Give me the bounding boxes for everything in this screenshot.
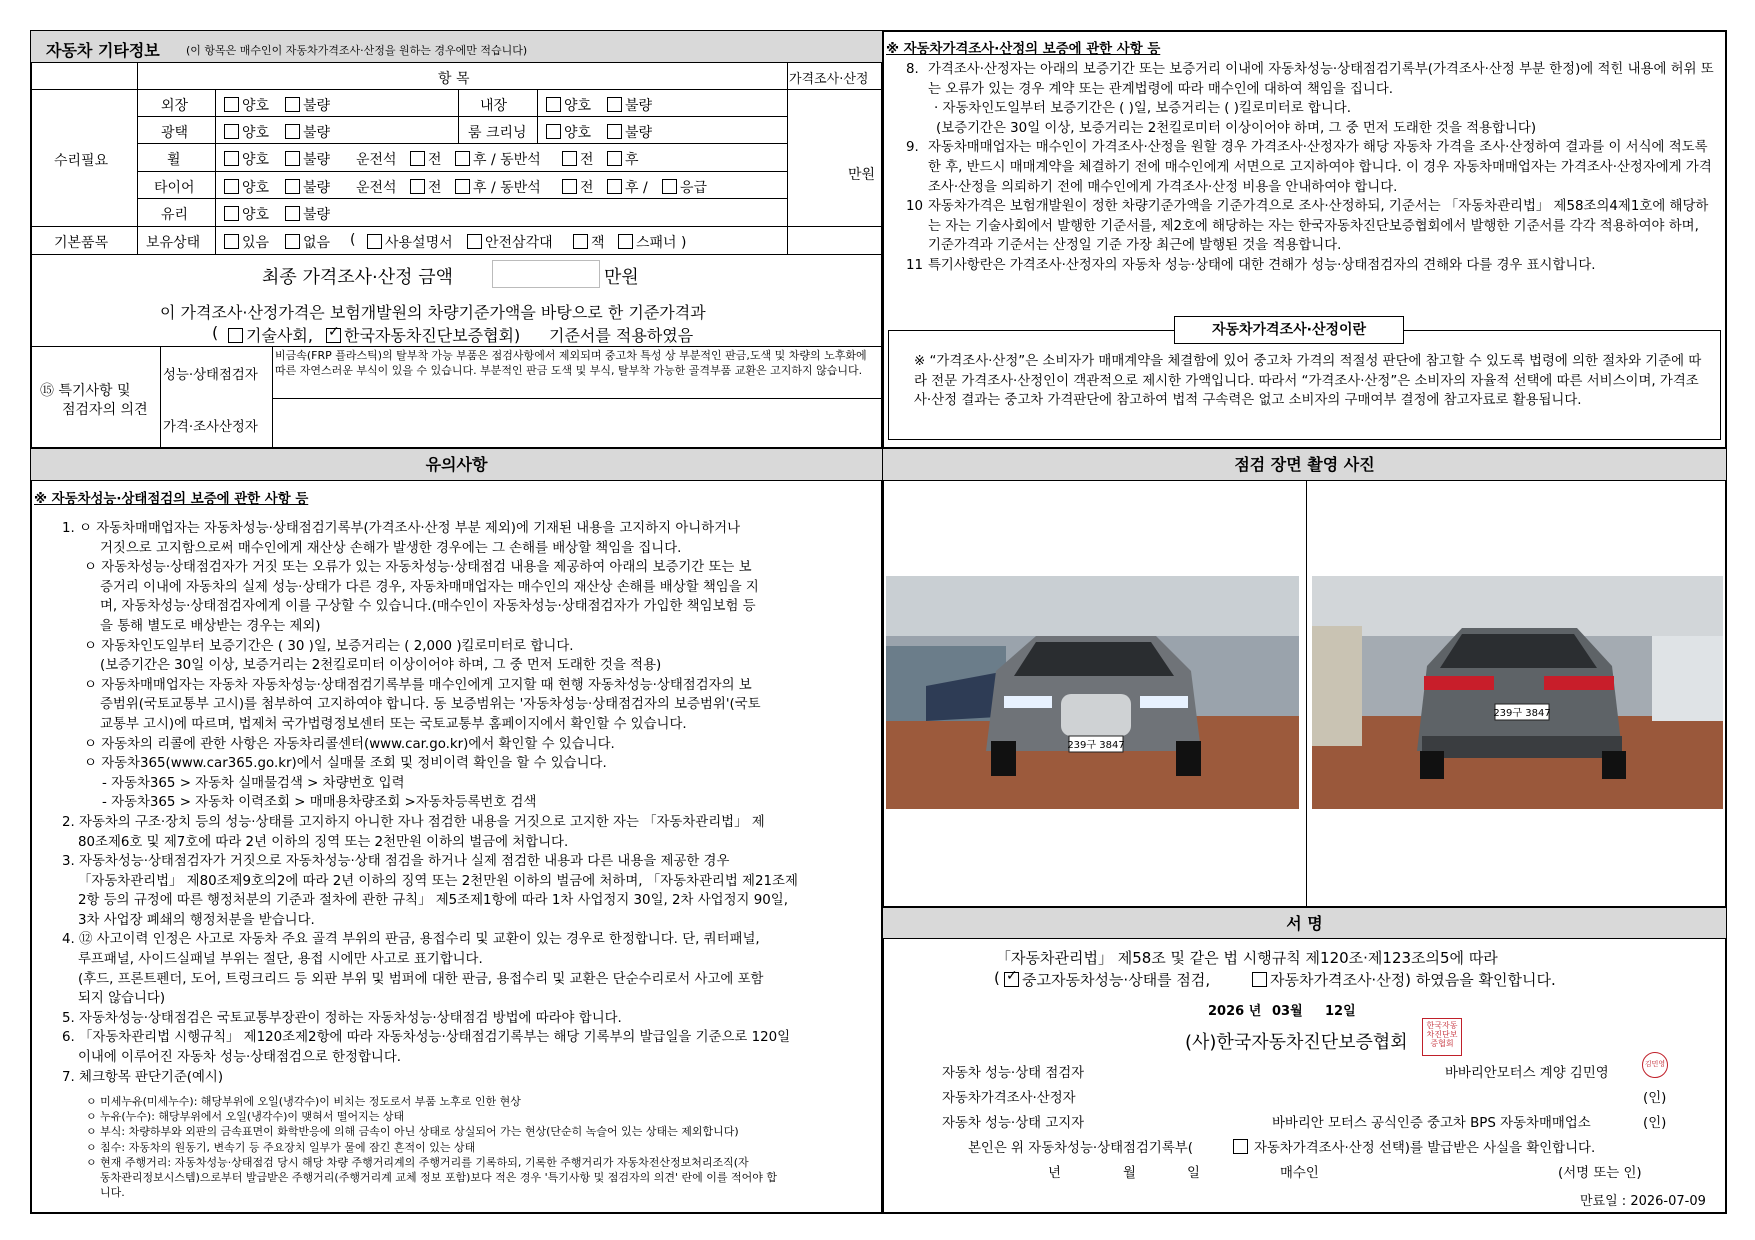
criteria-item: ㅇ 침수: 자동차의 원동기, 변속기 등 주요장치 일부가 물에 잠긴 흔적이 있는 상태 [86, 1140, 476, 1154]
checkbox[interactable] [618, 234, 633, 249]
wheel-driver-label: 운전석 [356, 152, 397, 168]
special-label-2: 점검자의 의견 [62, 402, 148, 418]
confirm-option-inspection[interactable]: ✓ 중고자동차성능·상태를 점검, [1004, 969, 1210, 990]
notes-line: ㅇ 자동차의 리콜에 관한 사항은 자동차리콜센터(www.car.go.kr)에서 확인할 수 있습니다. [84, 736, 615, 752]
price-item-period: · 자동차인도일부터 보증기간은 ( )일, 보증거리는 ( )킬로미터로 합니다. [934, 101, 1351, 117]
checkbox[interactable] [285, 206, 300, 221]
price-item-8: 8. 가격조사·산정자는 아래의 보증기간 또는 보증거리 이내에 자동차성능·상태점검기록부(가격조사·산정 부분 한정)에 적힌 내용에 허위 또는 오류가 있는 경우 계약 또는 관계법령에 따라 매수인에 대하여 책임을 집니다. [906, 62, 1714, 97]
checkbox[interactable] [224, 179, 239, 194]
price-guarantee-items [906, 60, 1716, 276]
receipt-day: 일 [1187, 1166, 1200, 1181]
notes-line: ㅇ 자동차매매업자는 자동차 자동차성능·상태점검기록부를 매수인에게 고지할 때 현행 자동차성능·상태점검자의 보 [84, 677, 752, 693]
buyer-label: 매수인 [1280, 1166, 1319, 1181]
triangle-option[interactable]: 안전삼각대 [467, 232, 553, 252]
inspector-sign-label: 자동차 성능·상태 점검자 [942, 1066, 1085, 1081]
association-seal: 한국자동차진단보증협회 [1422, 1018, 1462, 1056]
row-room-cleaning: 룸 크리닝 [468, 125, 527, 141]
checkbox[interactable] [285, 151, 300, 166]
checkbox[interactable] [662, 179, 677, 194]
notes-line: 루프패널, 사이드실패널 부위는 절단, 용접 시에만 사고로 표기합니다. [78, 952, 483, 968]
checkbox[interactable] [224, 124, 239, 139]
price-item-10: 10 자동차가격은 보험개발원이 정한 차량기준가액을 기준가격으로 조사·산정하되, 기준서는 「자동차관리법」 제58조의4제1호에 해당하는 자는 기술사회에서 발행한 기준서를, 제2호에 해당하는 자는 한국자동차진단보증협회에서 발행한 기준서를 각각 적용하여야 하며, 기준가격과 기준서는 산정일 기준 가장 최근에 발행된 것을 적용합니다. [906, 199, 1709, 254]
notes-title: ※ 자동차성능·상태점검의 보증에 관한 사항 등 [34, 492, 309, 507]
notes-line: 3차 사업장 폐쇄의 행정처분을 받습니다. [78, 912, 315, 928]
notes-line: 되지 않습니다) [78, 991, 166, 1007]
inspector-label: 성능·상태점검자 [163, 368, 258, 383]
gloss-bad-option[interactable]: 불량 [285, 122, 330, 142]
date-day: 12일 [1325, 1004, 1356, 1019]
notes-line: 3. 자동차성능·상태점검자가 거짓으로 자동차성능·상태 점검을 하거나 실제 점검한 내용과 다른 내용을 제공한 경우 [62, 854, 730, 870]
notes-line: 80조제6호 및 제7호에 따라 2년 이하의 징역 또는 2천만원 이하의 벌금에 처합니다. [78, 834, 569, 850]
date-year: 2026 년 [1208, 1004, 1262, 1019]
criteria-list [86, 1094, 878, 1200]
room-bad-option[interactable]: 불량 [607, 122, 652, 142]
checkbox[interactable] [285, 97, 300, 112]
notes-line: 1. ㅇ 자동차매매업자는 자동차성능·상태점검기록부(가격조사·산정 부분 제외)에 기재된 내용을 고지하지 아니하거나 [62, 521, 741, 536]
checkbox[interactable] [573, 234, 588, 249]
checkbox[interactable] [224, 97, 239, 112]
wheel-driver-front[interactable]: 전 [410, 149, 442, 169]
tire-good-option[interactable]: 양호 [224, 177, 269, 197]
wheel-driver-rear[interactable]: 후 / 동반석 [455, 149, 541, 169]
checkbox[interactable] [455, 151, 470, 166]
checkbox[interactable] [285, 179, 300, 194]
gloss-good-option[interactable]: 양호 [224, 122, 269, 142]
notes-line: ㅇ 자동차365(www.car365.go.kr)에서 실매물 조회 및 정비이력 확인을 할 수 있습니다. [84, 756, 607, 772]
row-wheel: 휠 [167, 152, 181, 168]
inspector-personal-seal: 김민영 [1642, 1052, 1668, 1078]
row-holdings: 보유상태 [146, 235, 201, 251]
appraiser-sign-label: 자동차가격조사·산정자 [942, 1091, 1076, 1106]
tire-driver-label: 운전석 [356, 180, 397, 196]
notes-line: 이내에 이루어진 자동차 성능·상태점검으로 한정합니다. [78, 1050, 402, 1066]
row-exterior: 외장 [161, 98, 189, 114]
row-tire: 타이어 [154, 180, 195, 196]
checkbox[interactable] [410, 151, 425, 166]
notes-body [62, 519, 877, 1087]
checkbox[interactable] [467, 234, 482, 249]
notes-line: 7. 체크항목 판단기준(예시) [62, 1069, 224, 1085]
notes-line: ㅇ 자동차성능·상태점검자가 거짓 또는 오류가 있는 자동차성능·상태점검 내용을 제공하여 아래의 보증기간 또는 보 [84, 560, 752, 576]
notes-line: 증거리 이내에 자동차의 실제 성능·상태가 다른 경우, 자동차매매업자는 매수인의 재산상 손해를 배상할 책임을 지 [100, 579, 759, 595]
notes-line: (보증기간은 30일 이상, 보증거리는 2천킬로미터 이상이어야 하며, 그 중 먼저 도래한 것을 적용) [100, 658, 662, 674]
basis-option-kadia[interactable]: ✓ 한국자동차진단보증협회) [326, 323, 520, 346]
rear-car-photo [1312, 576, 1723, 809]
tire-passenger-front[interactable]: 전 [562, 177, 594, 197]
basis-line-1: 이 가격조사·산정가격은 보험개발원의 차량기준가액을 바탕으로 한 기준가격과 [160, 303, 706, 322]
notes-line: 증범위(국토교통부 고시)를 첨부하여 고지하여야 합니다. 동 보증범위는 '자동차성능·상태점검자의 보증범위'(국토 [100, 697, 761, 713]
criteria-item: ㅇ 현재 주행거리: 자동차성능·상태점검 당시 해당 차량 주행거리계의 주행거리를 기록하되, 기록한 주행거리가 자동차전산정보처리조직(자 [86, 1155, 749, 1169]
wheel-passenger-front[interactable]: 전 [562, 149, 594, 169]
final-amount-input[interactable] [492, 260, 600, 288]
receipt-checkbox[interactable] [1233, 1139, 1248, 1154]
tire-emergency[interactable]: 응급 [662, 177, 707, 197]
notes-line: 거짓으로 고지함으로써 매수인에게 재산상 손해가 발생한 경우에는 그 손해를 배상할 책임을 집니다. [100, 540, 682, 556]
checkbox[interactable] [562, 151, 577, 166]
exterior-bad-option[interactable]: 불량 [285, 95, 330, 115]
holdings-have-option[interactable]: 있음 [224, 232, 269, 252]
exterior-good-option[interactable]: 양호 [224, 95, 269, 115]
price-item-9: 9. 자동차매매업자는 매수인이 가격조사·산정을 원할 경우 가격조사·산정자가 해당 자동차 가격을 조사·산정하여 결과를 이 서식에 적도록 한 후, 반드시 매매계약을 체결하기 전에 매수인에게 서면으로 고지하여야 합니다. 이 경우 자동차매매업자는 가격조사·산정자에게 가격조사·산정을 의뢰하기 전에 매수인에게 가격조사·산정 비용을 안내하여야 합니다. [906, 140, 1712, 195]
notes-header: 유의사항 [31, 449, 882, 481]
wheel-bad-option[interactable]: 불량 [285, 149, 330, 169]
col-price-header: 가격조사·산정 [789, 72, 869, 87]
photos-header: 점검 장면 촬영 사진 [883, 449, 1726, 481]
notifier-sign-name: 바바리안 모터스 공식인증 중고차 BPS 자동차매매업소 [1272, 1116, 1591, 1131]
repair-needed-label: 수리필요 [54, 153, 109, 169]
receipt-line-b: 자동차가격조사·산정 선택)를 발급받은 사실을 확인합니다. [1254, 1141, 1596, 1156]
receipt-line-a: 본인은 위 자동차성능·상태점검기록부( [968, 1141, 1193, 1156]
expiry-date: 만료일 : 2026-07-09 [1580, 1194, 1706, 1209]
interior-good-option[interactable]: 양호 [546, 95, 591, 115]
notes-line: 을 통해 별도로 배상받는 경우는 제외) [100, 618, 321, 634]
checkbox-checked[interactable] [1004, 972, 1019, 987]
checkbox[interactable] [285, 234, 300, 249]
association-name: (사)한국자동차진단보증협회 [1185, 1032, 1408, 1053]
manual-option[interactable]: 사용설명서 [367, 232, 453, 252]
price-unit-label: 만원 [848, 167, 876, 183]
notifier-sign-label: 자동차 성능·상태 고지자 [942, 1116, 1085, 1131]
criteria-item: 니다. [100, 1186, 125, 1200]
checkbox[interactable] [285, 124, 300, 139]
front-plate-text: 239구 3847 [1067, 740, 1125, 751]
basis-open: ( [212, 323, 219, 342]
checkbox[interactable] [546, 124, 561, 139]
front-car-illustration [886, 576, 1299, 809]
notes-line: - 자동차365 > 자동차 이력조회 > 매매용차량조회 >자동차등록번호 검색 [102, 795, 537, 811]
jack-option[interactable]: 잭 [573, 232, 605, 252]
checkbox-checked[interactable] [326, 328, 341, 343]
tire-driver-rear[interactable]: 후 / 동반석 [455, 177, 541, 197]
wheel-good-option[interactable]: 양호 [224, 149, 269, 169]
checkbox[interactable] [367, 234, 382, 249]
holdings-paren: ( [350, 232, 356, 248]
special-label-1: ⑮ 특기사항 및 [40, 383, 131, 399]
notes-line: ㅇ 자동차인도일부터 보증기간은 ( 30 )일, 보증거리는 ( 2,000 )킬로미터로 합니다. [84, 638, 574, 654]
confirm-open: ( [994, 969, 1000, 987]
inspector-sign-name: 바바리안모터스 계양 김민영 [1445, 1066, 1609, 1081]
other-info-title: 자동차 기타정보 [46, 41, 160, 60]
checkbox[interactable] [224, 206, 239, 221]
signature-header: 서 명 [883, 907, 1726, 939]
checkbox[interactable] [455, 179, 470, 194]
interior-bad-option[interactable]: 불량 [607, 95, 652, 115]
notes-line: 6. 「자동차관리법 시행규칙」 제120조제2항에 따라 자동차성능·상태점검기록부는 해당 기록부의 발급일을 기준으로 120일 [62, 1030, 791, 1046]
room-good-option[interactable]: 양호 [546, 122, 591, 142]
price-item-period-note: (보증기간은 30일 이상, 보증거리는 2천킬로미터 이상이어야 하며, 그 중 먼저 도래한 것을 적용합니다) [936, 120, 1537, 136]
criteria-item: 동차관리정보시스템)으로부터 발급받은 주행거리(주행거리계 교체 정보 포함)보다 적은 경우 '특기사항 및 점검자의 의견' 란에 이를 적어야 합 [100, 1171, 778, 1185]
checkbox[interactable] [607, 97, 622, 112]
wheel-passenger-rear[interactable]: 후 [607, 149, 639, 169]
basic-items-label: 기본품목 [54, 235, 109, 251]
price-definition-text: ※ “가격조사·산정”은 소비자가 매매계약을 체결함에 있어 중고차 가격의 적절성 판단에 참고할 수 있도록 법령에 의한 절차와 기준에 따라 전문 가격조사·산정인이 객관적으로 제시한 가액입니다. 따라서 “가격조사·산정”은 소비자의 자율적 선택에 따른 서비스이며, 가격조사·산정 결과는 중고차 가격판단에 참고하여 법적 구속력은 없고 소비자의 구매여부 결정에 참고자료로 활용됩니다. [914, 354, 1702, 409]
notes-line: 2. 자동차의 구조·장치 등의 성능·상태를 고지하지 아니한 자나 점검한 내용을 거짓으로 고지한 자는 「자동차관리법」 제 [62, 814, 765, 830]
appraiser-label: 가격·조사산정자 [163, 420, 258, 435]
checkbox[interactable] [228, 328, 243, 343]
basis-tail: 기준서를 적용하였음 [549, 326, 694, 345]
notes-line: 며, 자동차성능·상태점검자에게 이를 구상할 수 있습니다.(매수인이 자동차성능·상태점검자가 가입한 책임보험 등 [100, 599, 756, 615]
rear-car-illustration [1312, 576, 1723, 809]
criteria-item: ㅇ 부식: 차량하부와 외판의 금속표면이 화학반응에 의해 금속이 아닌 상태로 상실되어 가는 현상(단순히 녹슬어 있는 상태는 제외합니다) [86, 1125, 739, 1139]
law-line: 「자동차관리법」 제58조 및 같은 법 시행규칙 제120조·제123조의5에 따라 [996, 949, 1498, 967]
checkbox[interactable] [607, 179, 622, 194]
row-interior: 내장 [480, 98, 508, 114]
checkbox[interactable] [224, 151, 239, 166]
notes-line: - 자동차365 > 자동차 실매물검색 > 차량번호 입력 [102, 775, 405, 791]
notes-line: 4. ⑫ 사고이력 인정은 사고로 자동차 주요 골격 부위의 판금, 용접수리 및 교환이 있는 경우로 한정합니다. 단, 쿼터패널, [62, 932, 760, 948]
receipt-year: 년 [1048, 1166, 1061, 1181]
front-car-photo [886, 576, 1299, 809]
other-info-subtitle: (이 항목은 매수인이 자동차가격조사·산정을 원하는 경우에만 적습니다) [186, 44, 528, 57]
criteria-item: ㅇ 누유(누수): 해당부위에서 오일(냉각수)이 맺혀서 떨어지는 상태 [86, 1110, 405, 1124]
buyer-sign: (서명 또는 인) [1558, 1166, 1642, 1181]
checkbox[interactable] [562, 179, 577, 194]
glass-bad-option[interactable]: 불량 [285, 204, 330, 224]
final-amount-unit: 만원 [604, 267, 639, 288]
final-amount-label: 최종 가격조사·산정 금액 [262, 267, 454, 288]
row-gloss: 광택 [161, 125, 189, 141]
appraiser-seal: (인) [1643, 1091, 1667, 1106]
row-glass: 유리 [161, 207, 189, 223]
criteria-item: ㅇ 미세누유(미세누수): 해당부위에 오일(냉각수)이 비치는 정도로서 부품 노후로 인한 현상 [86, 1095, 521, 1108]
rear-plate-text: 239구 3847 [1493, 708, 1551, 719]
checkbox[interactable] [410, 179, 425, 194]
checkbox[interactable] [607, 151, 622, 166]
price-definition-title: 자동차가격조사·산정이란 [1174, 316, 1404, 344]
date-month: 03월 [1272, 1004, 1303, 1019]
notes-line: 교통부 고시)에 따르며, 법제처 국가법령정보센터 또는 국토교통부 홈페이지에서 확인할 수 있습니다. [100, 716, 687, 732]
checkbox[interactable] [607, 124, 622, 139]
glass-good-option[interactable]: 양호 [224, 204, 269, 224]
notes-line: (후드, 프론트펜더, 도어, 트렁크리드 등 외판 부위 및 범퍼에 대한 판금, 용접수리 및 교환은 단순수리로서 사고에 포함 [78, 971, 764, 987]
confirm-option-appraisal[interactable]: 자동차가격조사·산정) 하였음을 확인합니다. [1252, 969, 1556, 990]
notes-line: 5. 자동차성능·상태점검은 국토교통부장관이 정하는 자동차성능·상태점검 방법에 따라야 합니다. [62, 1010, 622, 1026]
checkbox[interactable] [224, 234, 239, 249]
notes-line: 「자동차관리법」 제80조제9호의2에 따라 2년 이하의 징역 또는 2천만원 이하의 벌금에 처하며, 「자동차관리법 제21조제 [78, 873, 798, 889]
tire-driver-front[interactable]: 전 [410, 177, 442, 197]
receipt-month: 월 [1123, 1166, 1136, 1181]
tire-bad-option[interactable]: 불량 [285, 177, 330, 197]
notifier-seal: (인) [1643, 1116, 1667, 1131]
notes-line: 2항 등의 규정에 따른 행정처분의 기준과 절차에 관한 규칙」 제5조제1항에 따라 1차 사업정지 30일, 2차 사업정지 90일, [78, 893, 788, 909]
price-item-11: 11 특기사항란은 가격조사·산정자의 자동차 성능·상태에 대한 견해가 성능·상태점검자의 견해와 다를 경우 표시합니다. [906, 257, 1596, 273]
checkbox[interactable] [1252, 972, 1267, 987]
spanner-option[interactable]: 스패너 ) [618, 232, 686, 252]
tire-passenger-rear[interactable]: 후 / [607, 177, 648, 197]
price-guarantee-title: ※ 자동차가격조사·산정의 보증에 관한 사항 등 [886, 42, 1161, 57]
col-item-header: 항 목 [438, 71, 470, 87]
inspector-note: 비금속(FRP 플라스틱)의 탈부착 가능 부품은 점검사항에서 제외되며 중고차 특성 상 부분적인 판금,도색 및 차량의 노후화에 따른 자연스러운 부식이 있을 수 있습니다. 부분적인 판금 도색 및 부식, 탈부착 가능한 골격부품 교환은 고지하지 않습니다. [275, 349, 867, 378]
holdings-none-option[interactable]: 없음 [285, 232, 330, 252]
basis-option-kyesa[interactable]: 기술사회, [228, 323, 313, 346]
checkbox[interactable] [546, 97, 561, 112]
